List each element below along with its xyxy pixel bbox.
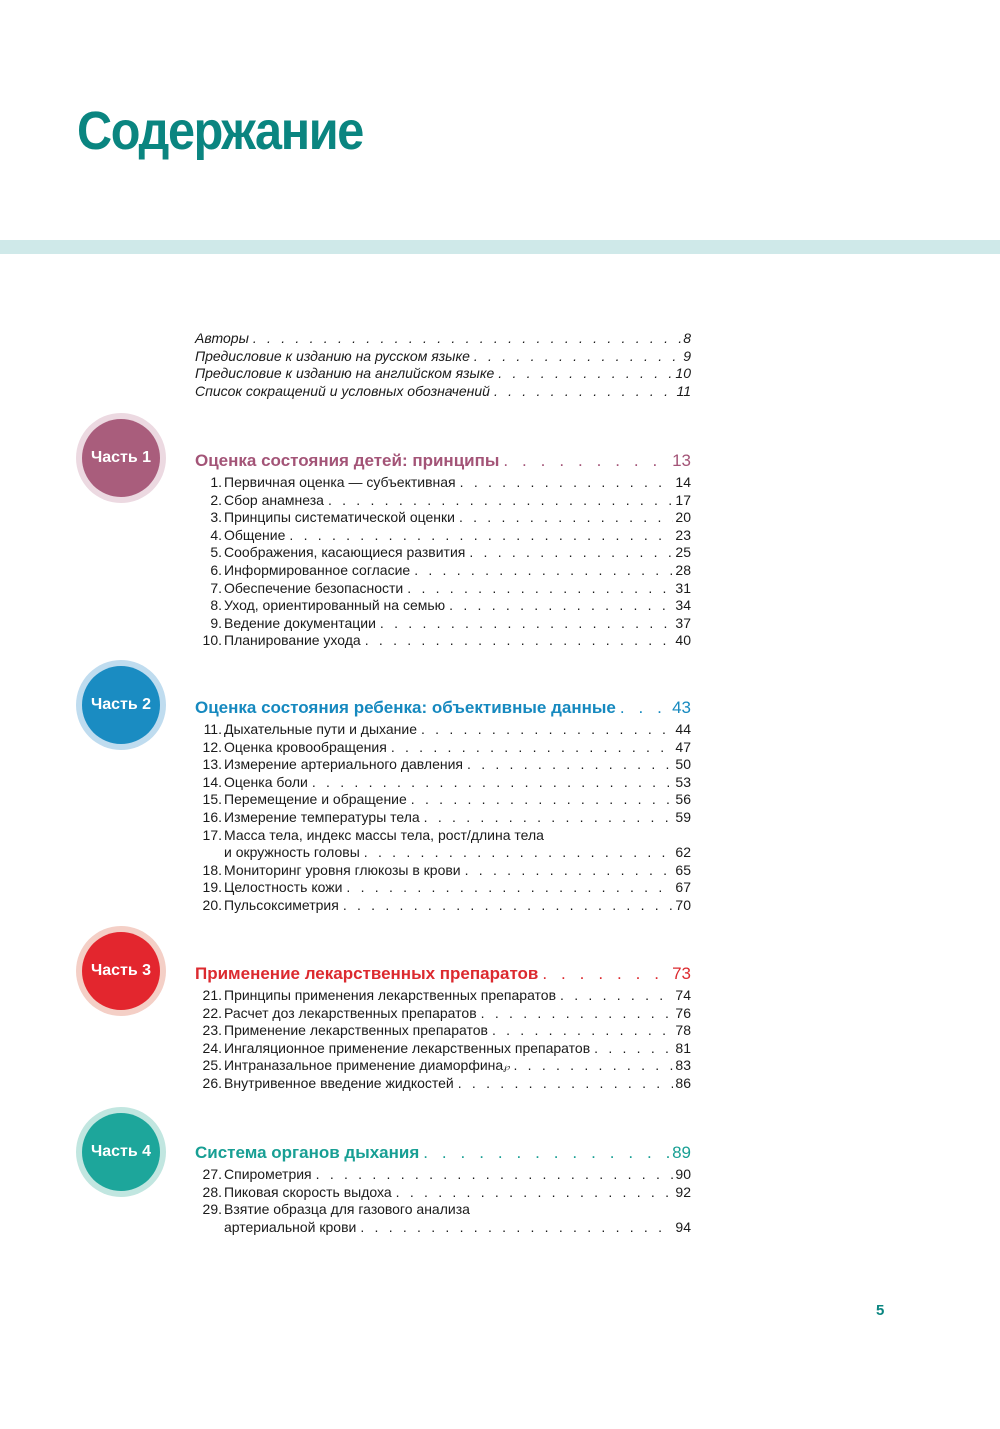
toc-entry[interactable]: Список сокращений и условных обозначений . . . 11 — [195, 383, 691, 401]
chapter-entry[interactable]: 12. Оценка кровообращения . . . 47 — [195, 739, 691, 757]
chapter-entry-line2[interactable]: артериальной крови . . . 94 — [195, 1219, 691, 1237]
chapter-entry[interactable]: 25. Интраназальное применение диаморфина ℘ . . . 83 — [195, 1057, 691, 1075]
chapter-entry[interactable]: 27. Спирометрия . . . 90 — [195, 1166, 691, 1184]
chapter-entry[interactable]: 11. Дыхательные пути и дыхание . . . 44 — [195, 721, 691, 739]
chapter-entry[interactable]: 2. Сбор анамнеза . . . 17 — [195, 492, 691, 510]
chapter-entry[interactable]: 19. Целостность кожи . . . 67 — [195, 879, 691, 897]
toc-entry[interactable]: Предисловие к изданию на английском языке . . . 10 — [195, 365, 691, 383]
header-band — [0, 240, 1000, 254]
chapter-entry-line1[interactable]: 29. Взятие образца для газового анализа — [202, 1201, 470, 1218]
toc-entry[interactable]: Авторы . . . 8 — [195, 330, 691, 348]
part-4-heading[interactable]: Система органов дыхания . . . 89 — [195, 1142, 691, 1164]
page-title: Содержание — [77, 101, 363, 161]
chapter-entry[interactable]: 16. Измерение температуры тела . . . 59 — [195, 809, 691, 827]
footnote-mark: ℘ — [503, 1062, 510, 1073]
part-4-badge[interactable]: Часть 4 — [82, 1113, 160, 1191]
chapter-entry[interactable]: 22. Расчет доз лекарственных препаратов . . . 76 — [195, 1005, 691, 1023]
chapter-entry[interactable]: 9. Ведение документации . . . 37 — [195, 615, 691, 633]
chapter-entry[interactable]: 4. Общение . . . 23 — [195, 527, 691, 545]
chapter-entry[interactable]: 18. Мониторинг уровня глюкозы в крови . . . 65 — [195, 862, 691, 880]
page-number: 5 — [876, 1302, 885, 1319]
chapter-entry[interactable]: 10. Планирование ухода . . . 40 — [195, 632, 691, 650]
chapter-entry[interactable]: 20. Пульсоксиметрия . . . 70 — [195, 897, 691, 915]
chapter-entry[interactable]: 7. Обеспечение безопасности . . . 31 — [195, 580, 691, 598]
chapter-entry[interactable]: 21. Принципы применения лекарственных препаратов . . . 74 — [195, 987, 691, 1005]
chapter-entry[interactable]: 5. Соображения, касающиеся развития . . . 25 — [195, 544, 691, 562]
chapter-entry[interactable]: 14. Оценка боли . . . 53 — [195, 774, 691, 792]
chapter-entry[interactable]: 3. Принципы систематической оценки . . . 20 — [195, 509, 691, 527]
part-3-heading[interactable]: Применение лекарственных препаратов . . . 73 — [195, 963, 691, 985]
part-3-badge[interactable]: Часть 3 — [82, 932, 160, 1010]
part-2-heading[interactable]: Оценка состояния ребенка: объективные данные . . . 43 — [195, 697, 691, 719]
part-2-badge[interactable]: Часть 2 — [82, 666, 160, 744]
toc-entry[interactable]: Предисловие к изданию на русском языке . . . 9 — [195, 348, 691, 366]
chapter-entry[interactable]: 23. Применение лекарственных препаратов . . . 78 — [195, 1022, 691, 1040]
part-1-heading[interactable]: Оценка состояния детей: принципы . . . 13 — [195, 450, 691, 472]
front-matter — [195, 330, 691, 400]
chapter-entry[interactable]: 24. Ингаляционное применение лекарственных препаратов . . . 81 — [195, 1040, 691, 1058]
chapter-entry[interactable]: 8. Уход, ориентированный на семью . . . 34 — [195, 597, 691, 615]
chapter-entry-line2[interactable]: и окружность головы . . . 62 — [195, 844, 691, 862]
chapter-entry[interactable]: 26. Внутривенное введение жидкостей . . . 86 — [195, 1075, 691, 1093]
chapter-entry[interactable]: 15. Перемещение и обращение . . . 56 — [195, 791, 691, 809]
chapter-entry[interactable]: 1. Первичная оценка — субъективная . . . 14 — [195, 474, 691, 492]
chapter-entry[interactable]: 6. Информированное согласие . . . 28 — [195, 562, 691, 580]
part-1-badge[interactable]: Часть 1 — [82, 419, 160, 497]
chapter-entry-line1[interactable]: 17. Масса тела, индекс массы тела, рост/длина тела — [202, 826, 544, 843]
chapter-entry[interactable]: 28. Пиковая скорость выдоха . . . 92 — [195, 1184, 691, 1202]
chapter-entry[interactable]: 13. Измерение артериального давления . . . 50 — [195, 756, 691, 774]
